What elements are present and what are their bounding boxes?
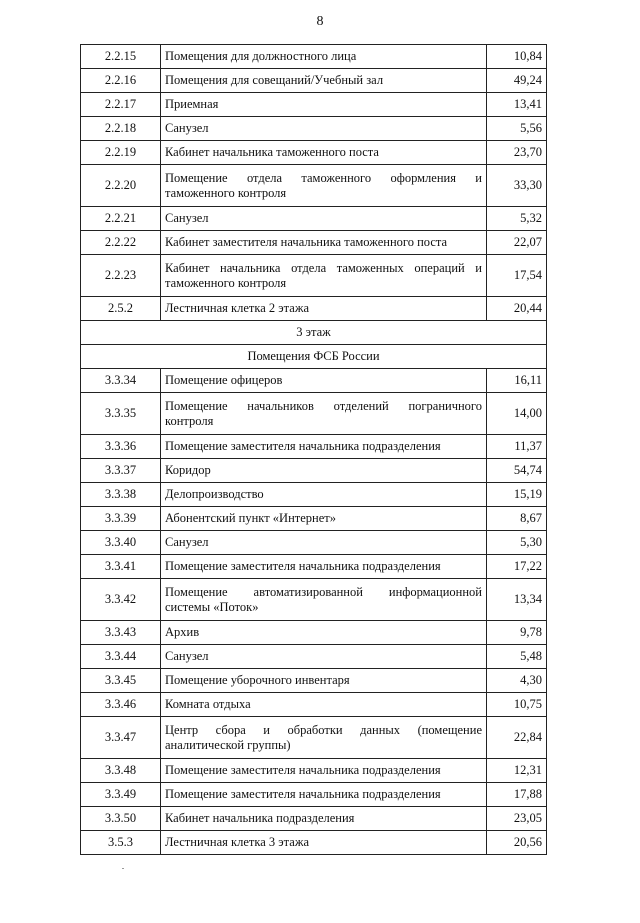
room-number-cell: 3.3.45 [81, 669, 161, 693]
table-row [81, 645, 547, 669]
room-name-cell: Лестничная клетка 3 этажа [161, 831, 487, 855]
table-row [81, 393, 547, 435]
room-name-cell: Архив [161, 621, 487, 645]
scan-speck [122, 868, 124, 869]
room-area-cell: 15,19 [487, 483, 547, 507]
room-area-cell: 5,48 [487, 645, 547, 669]
room-number-cell: 3.3.42 [81, 579, 161, 621]
room-number-cell: 3.3.48 [81, 759, 161, 783]
room-name-cell: Помещения для совещаний/Учебный зал [161, 69, 487, 93]
section-label: Помещения ФСБ России [81, 345, 547, 369]
section-label: 3 этаж [81, 321, 547, 345]
table-row [81, 555, 547, 579]
table-row [81, 93, 547, 117]
room-number-cell: 2.2.23 [81, 255, 161, 297]
table-row [81, 435, 547, 459]
table-row [81, 759, 547, 783]
room-name-cell: Кабинет начальника подразделения [161, 807, 487, 831]
room-number-cell: 3.3.39 [81, 507, 161, 531]
table-row [81, 459, 547, 483]
room-area-cell: 49,24 [487, 69, 547, 93]
room-area-cell: 5,32 [487, 207, 547, 231]
room-name-cell: Кабинет заместителя начальника таможенного поста [161, 231, 487, 255]
room-name-cell: Помещение офицеров [161, 369, 487, 393]
room-name-cell: Кабинет начальника таможенного поста [161, 141, 487, 165]
room-name-cell: Делопроизводство [161, 483, 487, 507]
table-row [81, 507, 547, 531]
table-row [81, 693, 547, 717]
room-number-cell: 3.3.43 [81, 621, 161, 645]
room-number-cell: 3.3.34 [81, 369, 161, 393]
table-row [81, 45, 547, 69]
table-row [81, 117, 547, 141]
room-name-cell: Помещение заместителя начальника подразделения [161, 783, 487, 807]
room-number-cell: 2.2.18 [81, 117, 161, 141]
table-row [81, 783, 547, 807]
room-area-cell: 10,75 [487, 693, 547, 717]
room-number-cell: 3.5.3 [81, 831, 161, 855]
room-area-cell: 20,44 [487, 297, 547, 321]
table-row [81, 297, 547, 321]
section-row [81, 321, 547, 345]
room-area-cell: 13,34 [487, 579, 547, 621]
room-number-cell: 3.3.49 [81, 783, 161, 807]
room-number-cell: 3.3.50 [81, 807, 161, 831]
room-area-cell: 23,70 [487, 141, 547, 165]
room-number-cell: 2.2.22 [81, 231, 161, 255]
room-area-cell: 11,37 [487, 435, 547, 459]
room-number-cell: 3.3.44 [81, 645, 161, 669]
room-area-cell: 17,88 [487, 783, 547, 807]
room-area-cell: 22,07 [487, 231, 547, 255]
room-number-cell: 3.3.41 [81, 555, 161, 579]
room-area-cell: 14,00 [487, 393, 547, 435]
room-name-cell: Помещение заместителя начальника подразделения [161, 435, 487, 459]
room-number-cell: 2.2.21 [81, 207, 161, 231]
room-name-cell: Лестничная клетка 2 этажа [161, 297, 487, 321]
room-name-cell: Помещение начальников отделений пограничного контроля [161, 393, 487, 435]
table-row [81, 69, 547, 93]
table-row [81, 831, 547, 855]
table-row [81, 255, 547, 297]
room-name-cell: Абонентский пункт «Интернет» [161, 507, 487, 531]
table-row [81, 717, 547, 759]
room-name-cell: Центр сбора и обработки данных (помещение аналитической группы) [161, 717, 487, 759]
room-name-cell: Помещение автоматизированной информационной системы «Поток» [161, 579, 487, 621]
room-area-cell: 5,30 [487, 531, 547, 555]
room-area-cell: 54,74 [487, 459, 547, 483]
table-row [81, 621, 547, 645]
room-number-cell: 3.3.36 [81, 435, 161, 459]
table-row [81, 141, 547, 165]
room-name-cell: Помещение отдела таможенного оформления и таможенного контроля [161, 165, 487, 207]
room-number-cell: 3.3.46 [81, 693, 161, 717]
room-area-cell: 9,78 [487, 621, 547, 645]
room-area-cell: 33,30 [487, 165, 547, 207]
room-area-cell: 22,84 [487, 717, 547, 759]
room-name-cell: Приемная [161, 93, 487, 117]
room-name-cell: Санузел [161, 645, 487, 669]
room-area-cell: 20,56 [487, 831, 547, 855]
room-area-cell: 10,84 [487, 45, 547, 69]
table-row [81, 369, 547, 393]
rooms-table-body [81, 45, 547, 855]
room-area-cell: 23,05 [487, 807, 547, 831]
room-area-cell: 17,54 [487, 255, 547, 297]
table-row [81, 165, 547, 207]
room-area-cell: 8,67 [487, 507, 547, 531]
table-row [81, 531, 547, 555]
table-row [81, 579, 547, 621]
room-name-cell: Санузел [161, 207, 487, 231]
room-name-cell: Санузел [161, 531, 487, 555]
room-name-cell: Кабинет начальника отдела таможенных операций и таможенного контроля [161, 255, 487, 297]
room-name-cell: Комната отдыха [161, 693, 487, 717]
room-area-cell: 17,22 [487, 555, 547, 579]
table-row [81, 207, 547, 231]
room-name-cell: Санузел [161, 117, 487, 141]
room-number-cell: 3.3.47 [81, 717, 161, 759]
room-area-cell: 4,30 [487, 669, 547, 693]
room-name-cell: Коридор [161, 459, 487, 483]
room-area-cell: 5,56 [487, 117, 547, 141]
page-number: 8 [316, 14, 324, 29]
room-number-cell: 2.2.17 [81, 93, 161, 117]
section-row [81, 345, 547, 369]
room-number-cell: 2.2.16 [81, 69, 161, 93]
room-name-cell: Помещение заместителя начальника подразделения [161, 555, 487, 579]
room-number-cell: 2.5.2 [81, 297, 161, 321]
room-number-cell: 2.2.15 [81, 45, 161, 69]
room-area-cell: 16,11 [487, 369, 547, 393]
room-number-cell: 2.2.19 [81, 141, 161, 165]
table-row [81, 807, 547, 831]
room-name-cell: Помещение уборочного инвентаря [161, 669, 487, 693]
room-number-cell: 3.3.37 [81, 459, 161, 483]
room-area-cell: 13,41 [487, 93, 547, 117]
rooms-table [80, 44, 547, 855]
room-number-cell: 3.3.40 [81, 531, 161, 555]
room-name-cell: Помещения для должностного лица [161, 45, 487, 69]
table-row [81, 669, 547, 693]
room-number-cell: 3.3.35 [81, 393, 161, 435]
table-row [81, 231, 547, 255]
room-area-cell: 12,31 [487, 759, 547, 783]
table-row [81, 483, 547, 507]
room-number-cell: 2.2.20 [81, 165, 161, 207]
room-name-cell: Помещение заместителя начальника подразделения [161, 759, 487, 783]
room-number-cell: 3.3.38 [81, 483, 161, 507]
